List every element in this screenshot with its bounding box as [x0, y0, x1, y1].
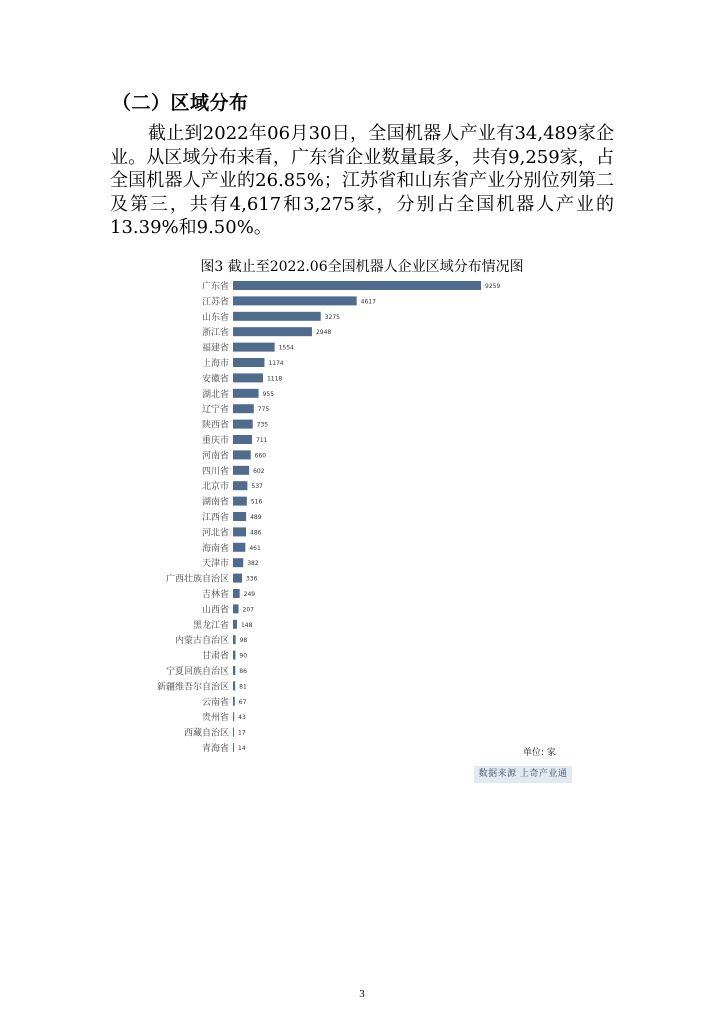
bar: [233, 481, 247, 490]
bar: [233, 435, 252, 444]
category-label: 湖南省: [201, 497, 229, 508]
data-label: 516: [250, 498, 263, 506]
category-label: 广西壮族自治区: [165, 574, 229, 585]
category-label: 海南省: [201, 543, 229, 554]
data-label: 489: [250, 514, 262, 521]
data-label: 90: [239, 652, 248, 660]
data-label: 1554: [278, 344, 294, 352]
category-label: 重庆市: [201, 436, 229, 446]
data-label: 461: [249, 544, 261, 552]
body-paragraph: [110, 122, 614, 240]
bar: [233, 651, 235, 660]
bar: [233, 543, 245, 552]
category-label: 宁夏回族自治区: [165, 667, 229, 677]
category-label: 辽宁省: [201, 405, 229, 416]
bar: [233, 697, 235, 706]
bar: [233, 574, 242, 583]
bar: [233, 281, 481, 290]
data-label: 148: [240, 621, 253, 629]
category-label: 黑龙江省: [192, 620, 229, 631]
data-label: 86: [239, 668, 247, 675]
category-label: 安徽省: [201, 374, 229, 385]
category-label: 河南省: [201, 451, 229, 462]
data-label: 4617: [360, 298, 376, 306]
data-label: 955: [262, 390, 275, 398]
data-label: 81: [239, 683, 247, 691]
data-label: 602: [253, 467, 265, 475]
figure-caption: 图3 截止至2022.06全国机器人企业区域分布情况图: [200, 259, 524, 275]
data-label: 43: [238, 714, 246, 722]
bar: [233, 666, 235, 675]
bar: [233, 681, 235, 690]
unit-label: 单位: 家: [523, 748, 556, 758]
category-label: 浙江省: [201, 328, 229, 339]
category-label: 山西省: [201, 605, 229, 616]
page-number: 3: [359, 988, 365, 1000]
category-label: 广东省: [201, 282, 229, 292]
category-label: 陕西省: [201, 420, 229, 431]
data-label: 98: [239, 637, 248, 645]
paragraph-text: 截止到2022年06月30日，全国机器人产业有34,489家企业。从区域分布来看，广东省企业数量最多，共有9,259家，占全国机器人产业的26.85%；江苏省和山东省产业分别位列第二及第三，共有4,617和3,275家，分别占全国机器人产业的13.39%和9.50%。: [110, 123, 614, 238]
data-source-badge: 数据来源 上奇产业通: [474, 766, 572, 783]
category-label: 北京市: [201, 482, 229, 493]
data-label: 14: [238, 745, 246, 752]
data-label: 3275: [324, 313, 341, 321]
bar: [233, 589, 240, 598]
category-label: 福建省: [201, 343, 229, 354]
bar: [233, 343, 275, 352]
bar: [233, 728, 234, 737]
category-label: 西藏自治区: [183, 728, 229, 739]
data-label: 660: [254, 452, 267, 460]
data-label: 486: [250, 529, 262, 537]
bar: [233, 450, 251, 459]
data-label: 249: [243, 591, 256, 598]
data-label: 537: [251, 483, 263, 491]
data-label: 735: [256, 421, 269, 429]
category-label: 吉林省: [201, 590, 229, 600]
section-heading: （二）区域分布: [112, 92, 249, 114]
category-label: 四川省: [201, 466, 229, 477]
category-label: 湖北省: [201, 389, 229, 400]
bar: [233, 712, 234, 721]
data-label: 17: [238, 729, 246, 737]
bar: [233, 620, 237, 629]
bar: [233, 389, 259, 398]
category-label: 内蒙古自治区: [174, 636, 229, 647]
category-label: 新疆维吾尔自治区: [156, 682, 229, 693]
bar: [233, 420, 253, 429]
bar: [233, 327, 312, 336]
bar: [233, 604, 239, 613]
data-label: 775: [257, 406, 270, 414]
data-label: 67: [238, 698, 247, 706]
bar: [233, 404, 254, 413]
category-label: 青海省: [201, 744, 229, 754]
category-label: 山东省: [201, 312, 229, 323]
bar: [233, 558, 243, 567]
data-label: 382: [247, 560, 259, 568]
bar: [233, 296, 357, 305]
data-label: 711: [256, 437, 268, 444]
category-label: 上海市: [201, 359, 229, 369]
category-label: 江苏省: [201, 297, 229, 308]
data-label: 2948: [315, 329, 332, 337]
data-label: 207: [242, 606, 254, 614]
bar: [233, 743, 234, 752]
bar: [233, 635, 236, 644]
bar: [233, 497, 247, 506]
bar: [233, 527, 246, 536]
category-label: 贵州省: [201, 713, 229, 724]
data-label: 1174: [268, 360, 284, 367]
data-label: 336: [245, 575, 258, 583]
bar: [233, 512, 246, 521]
category-label: 河北省: [201, 528, 229, 539]
category-label: 云南省: [201, 697, 229, 708]
category-label: 江西省: [201, 513, 229, 523]
category-label: 甘肃省: [201, 651, 229, 662]
data-label: 1118: [266, 375, 283, 383]
bar: [233, 373, 263, 382]
bar: [233, 312, 321, 321]
bar: [233, 466, 249, 475]
data-label: 9259: [485, 283, 501, 290]
bar: [233, 358, 264, 367]
category-label: 天津市: [201, 559, 229, 570]
